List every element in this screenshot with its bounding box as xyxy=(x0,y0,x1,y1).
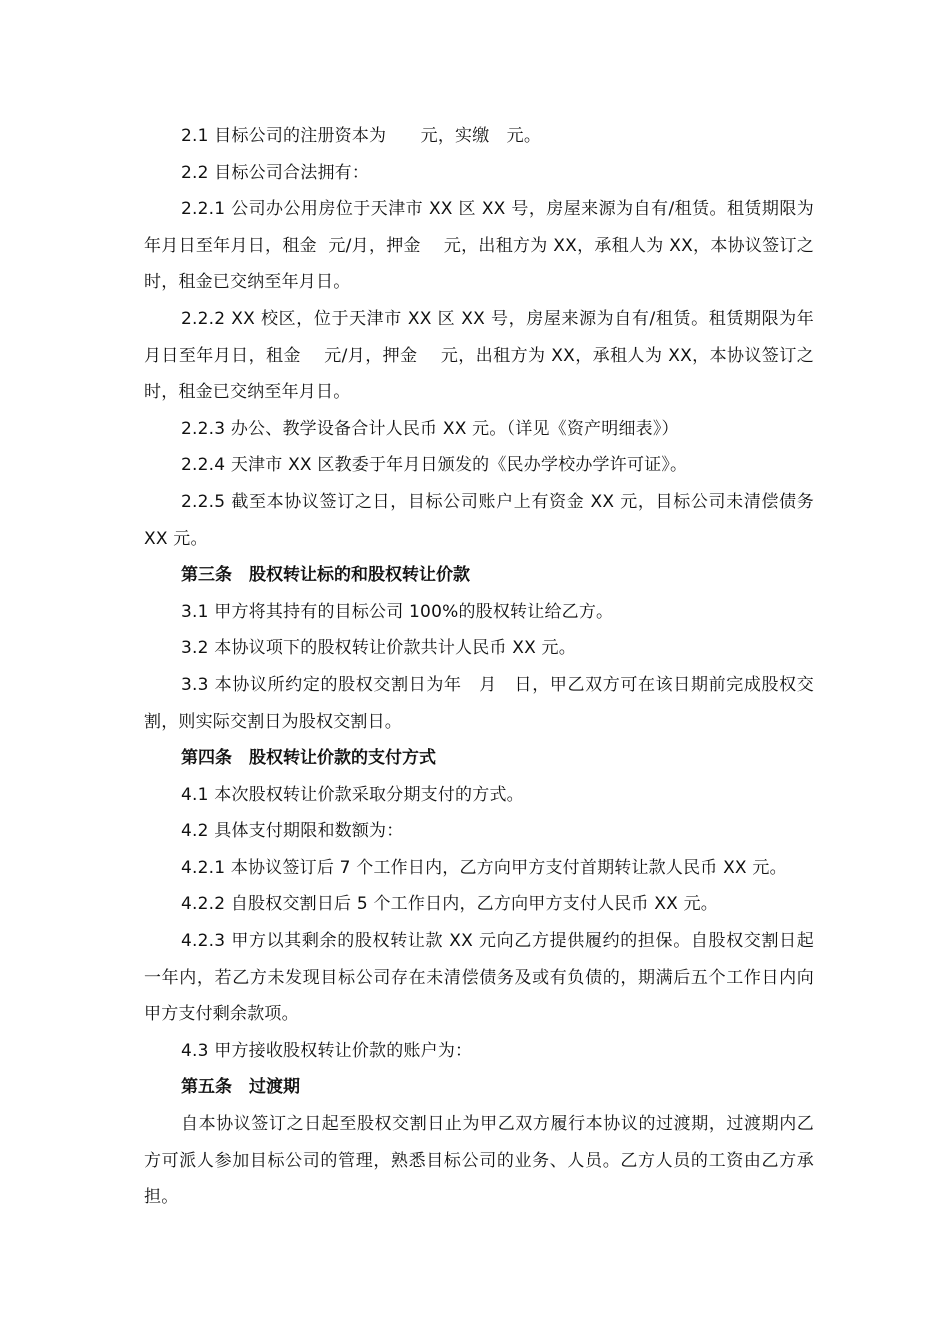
clause-2-2-1: 2.2.1 公司办公用房位于天津市 XX 区 XX 号，房屋来源为自有/租赁。租赁期限为年月日至年月日，租金 元/月，押金 元，出租方为 XX，承租人为 XX，本协议签订之时，租金已交纳至年月日。 xyxy=(144,199,814,293)
clause-4-3: 4.3 甲方接收股权转让价款的账户为： xyxy=(181,1040,473,1061)
article-5-heading: 第五条 过渡期 xyxy=(181,1077,300,1098)
clause-4-2: 4.2 具体支付期限和数额为： xyxy=(181,821,404,842)
clause-2-2-4: 2.2.4 天津市 XX 区教委于年月日颁发的《民办学校办学许可证》。 xyxy=(181,455,688,476)
document-body xyxy=(144,118,820,1216)
article-3-heading: 第三条 股权转让标的和股权转让价款 xyxy=(181,565,470,586)
clause-2-2-5: 2.2.5 截至本协议签订之日，目标公司账户上有资金 XX 元，目标公司未清偿债务 XX 元。 xyxy=(144,491,820,549)
clause-4-2-1: 4.2.1 本协议签订后 7 个工作日内，乙方向甲方支付首期转让款人民币 XX 元。 xyxy=(181,857,787,878)
clause-4-1: 4.1 本次股权转让价款采取分期支付的方式。 xyxy=(181,784,524,805)
clause-2-2-3: 2.2.3 办公、教学设备合计人民币 XX 元。（详见《资产明细表》） xyxy=(181,418,679,439)
clause-3-1: 3.1 甲方将其持有的目标公司 100%的股权转让给乙方。 xyxy=(181,601,614,622)
clause-4-2-3: 4.2.3 甲方以其剩余的股权转让款 XX 元向乙方提供履约的担保。自股权交割日起一年内，若乙方未发现目标公司存在未清偿债务及或有负债的，期满后五个工作日内向甲方支付剩余款项。 xyxy=(144,931,814,1025)
clause-3-2: 3.2 本协议项下的股权转让价款共计人民币 XX 元。 xyxy=(181,638,576,659)
transition-period-paragraph: 自本协议签订之日起至股权交割日止为甲乙双方履行本协议的过渡期，过渡期内乙方可派人参加目标公司的管理，熟悉目标公司的业务、人员。乙方人员的工资由乙方承担。 xyxy=(144,1114,814,1208)
clause-2-2: 2.2 目标公司合法拥有： xyxy=(181,162,370,183)
clause-2-1: 2.1 目标公司的注册资本为 元，实缴 元。 xyxy=(181,126,542,146)
clause-3-3: 3.3 本协议所约定的股权交割日为年 月 日，甲乙双方可在该日期前完成股权交割，则实际交割日为股权交割日。 xyxy=(144,674,814,732)
clause-4-2-2: 4.2.2 自股权交割日后 5 个工作日内，乙方向甲方支付人民币 XX 元。 xyxy=(181,894,718,915)
article-4-heading: 第四条 股权转让价款的支付方式 xyxy=(181,748,436,769)
clause-2-2-2: 2.2.2 XX 校区，位于天津市 XX 区 XX 号，房屋来源为自有/租赁。租赁期限为年月日至年月日，租金 元/月，押金 元，出租方为 XX，承租人为 XX，本协议签订之时，租金已交纳至年月日。 xyxy=(144,308,814,403)
